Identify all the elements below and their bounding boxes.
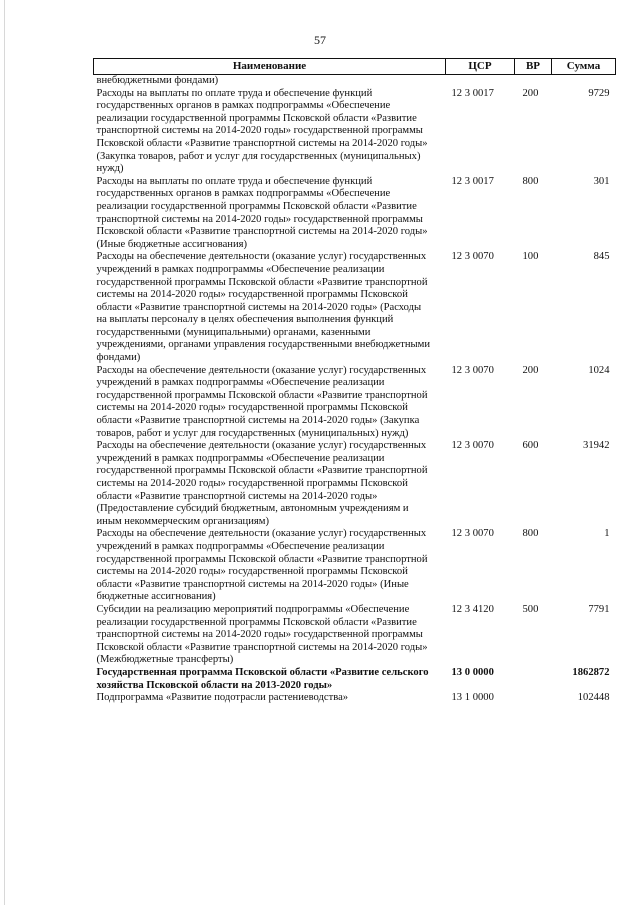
row-vr: 600	[522, 440, 539, 452]
budget-table	[93, 58, 616, 705]
row-vr: 200	[522, 87, 539, 99]
column-header-name: Наименование	[94, 59, 446, 75]
row-name: внебюджетными фондами)	[96, 75, 219, 86]
row-csr: 12 3 0017	[451, 87, 494, 99]
table-row	[94, 604, 616, 667]
table-row	[94, 365, 616, 441]
table-row	[94, 440, 616, 528]
row-name: Расходы на обеспечение деятельности (оказание услуг) государственных учреждений в рамках подпрограммы «Обеспечение реализации государственной программы Псковской области «Развитие транспортной системы на 2014-2020 годы» государственной программы Псковской области «Развитие транспортной системы на 2014-2020 годы» (Закупка товаров, работ и услуг для государственных (муниципальных) нужд)	[96, 364, 428, 439]
row-csr: 12 3 0070	[451, 364, 494, 376]
row-sum: 1	[604, 528, 610, 540]
row-csr: 12 3 0070	[451, 251, 494, 263]
row-sum: 301	[593, 175, 610, 187]
row-name: Расходы на выплаты по оплате труда и обеспечение функций государственных органов в рамках подпрограммы «Обеспечение реализации государственной программы Псковской области «Развитие транспортной системы на 2014-2020 годы» государственной программы Псковской области «Развитие транспортной системы на 2014-2020 годы» (Иные бюджетные ассигнования)	[96, 175, 428, 250]
column-header-vr: ВР	[515, 59, 552, 75]
table-header-row	[94, 59, 616, 75]
row-name: Субсидии на реализацию мероприятий подпрограммы «Обеспечение реализации государственной программы Псковской области «Развитие транспортной системы на 2014-2020 годы» государственной программы Псковской области «Развитие транспортной системы на 2014-2020 годы» (Межбюджетные трансферты)	[96, 603, 428, 666]
row-sum: 1862872	[572, 666, 610, 678]
row-sum	[552, 75, 616, 88]
table-row	[94, 251, 616, 364]
row-csr: 13 0 0000	[451, 666, 494, 678]
row-vr: 500	[522, 603, 539, 615]
column-header-csr: ЦСР	[446, 59, 515, 75]
row-sum: 102448	[577, 692, 610, 704]
row-csr: 12 3 0070	[451, 528, 494, 540]
row-name: Расходы на обеспечение деятельности (оказание услуг) государственных учреждений в рамках подпрограммы «Обеспечение реализации государственной программы Псковской области «Развитие транспортной системы на 2014-2020 годы» государственной программы Псковской области «Развитие транспортной системы на 2014-2020 годы» (Расходы на выплаты персоналу в целях обеспечения выполнения функций государственными (муниципальными) органами, казенными учреждениями, органами управления государственными внебюджетными фондами)	[96, 251, 431, 364]
row-vr	[515, 667, 552, 692]
row-sum: 845	[593, 251, 610, 263]
row-vr: 800	[522, 528, 539, 540]
row-name: Расходы на обеспечение деятельности (оказание услуг) государственных учреждений в рамках подпрограммы «Обеспечение реализации государственной программы Псковской области «Развитие транспортной системы на 2014-2020 годы» государственной программы Псковской области «Развитие транспортной системы на 2014-2020 годы» (Иные бюджетные ассигнования)	[96, 528, 428, 603]
row-name: Расходы на выплаты по оплате труда и обеспечение функций государственных органов в рамках подпрограммы «Обеспечение реализации государственной программы Псковской области «Развитие транспортной системы на 2014-2020 годы» государственной программы Псковской области «Развитие транспортной системы на 2014-2020 годы» (Закупка товаров, работ и услуг для государственных (муниципальных) нужд)	[96, 87, 428, 175]
row-vr: 800	[522, 175, 539, 187]
page-number: 57	[314, 33, 326, 47]
table-row	[94, 667, 616, 692]
row-name: Расходы на обеспечение деятельности (оказание услуг) государственных учреждений в рамках подпрограммы «Обеспечение реализации государственной программы Псковской области «Развитие транспортной системы на 2014-2020 годы» государственной программы Псковской области «Развитие транспортной системы на 2014-2020 годы» (Предоставление субсидий бюджетным, автономным учреждениям и иным некоммерческим организациям)	[96, 440, 428, 527]
table-row	[94, 88, 616, 176]
row-name: Государственная программа Псковской области «Развитие сельского хозяйства Псковской области на 2013-2020 годы»	[96, 666, 429, 691]
row-csr: 12 3 0070	[451, 440, 494, 452]
row-sum: 1024	[588, 364, 610, 376]
row-csr	[446, 75, 515, 88]
row-csr: 13 1 0000	[451, 692, 494, 704]
row-csr: 12 3 0017	[451, 175, 494, 187]
table-row	[94, 528, 616, 604]
scan-edge	[4, 0, 5, 905]
row-sum: 7791	[588, 603, 610, 615]
table-row	[94, 75, 616, 88]
row-name: Подпрограмма «Развитие подотрасли растениеводства»	[96, 692, 349, 704]
row-vr: 200	[522, 364, 539, 376]
row-sum: 31942	[583, 440, 610, 452]
row-vr	[515, 692, 552, 705]
row-vr: 100	[522, 251, 539, 263]
table-row	[94, 692, 616, 705]
column-header-sum: Сумма	[552, 59, 616, 75]
row-csr: 12 3 4120	[451, 603, 494, 615]
row-vr	[515, 75, 552, 88]
row-sum: 9729	[588, 87, 610, 99]
table-row	[94, 176, 616, 252]
